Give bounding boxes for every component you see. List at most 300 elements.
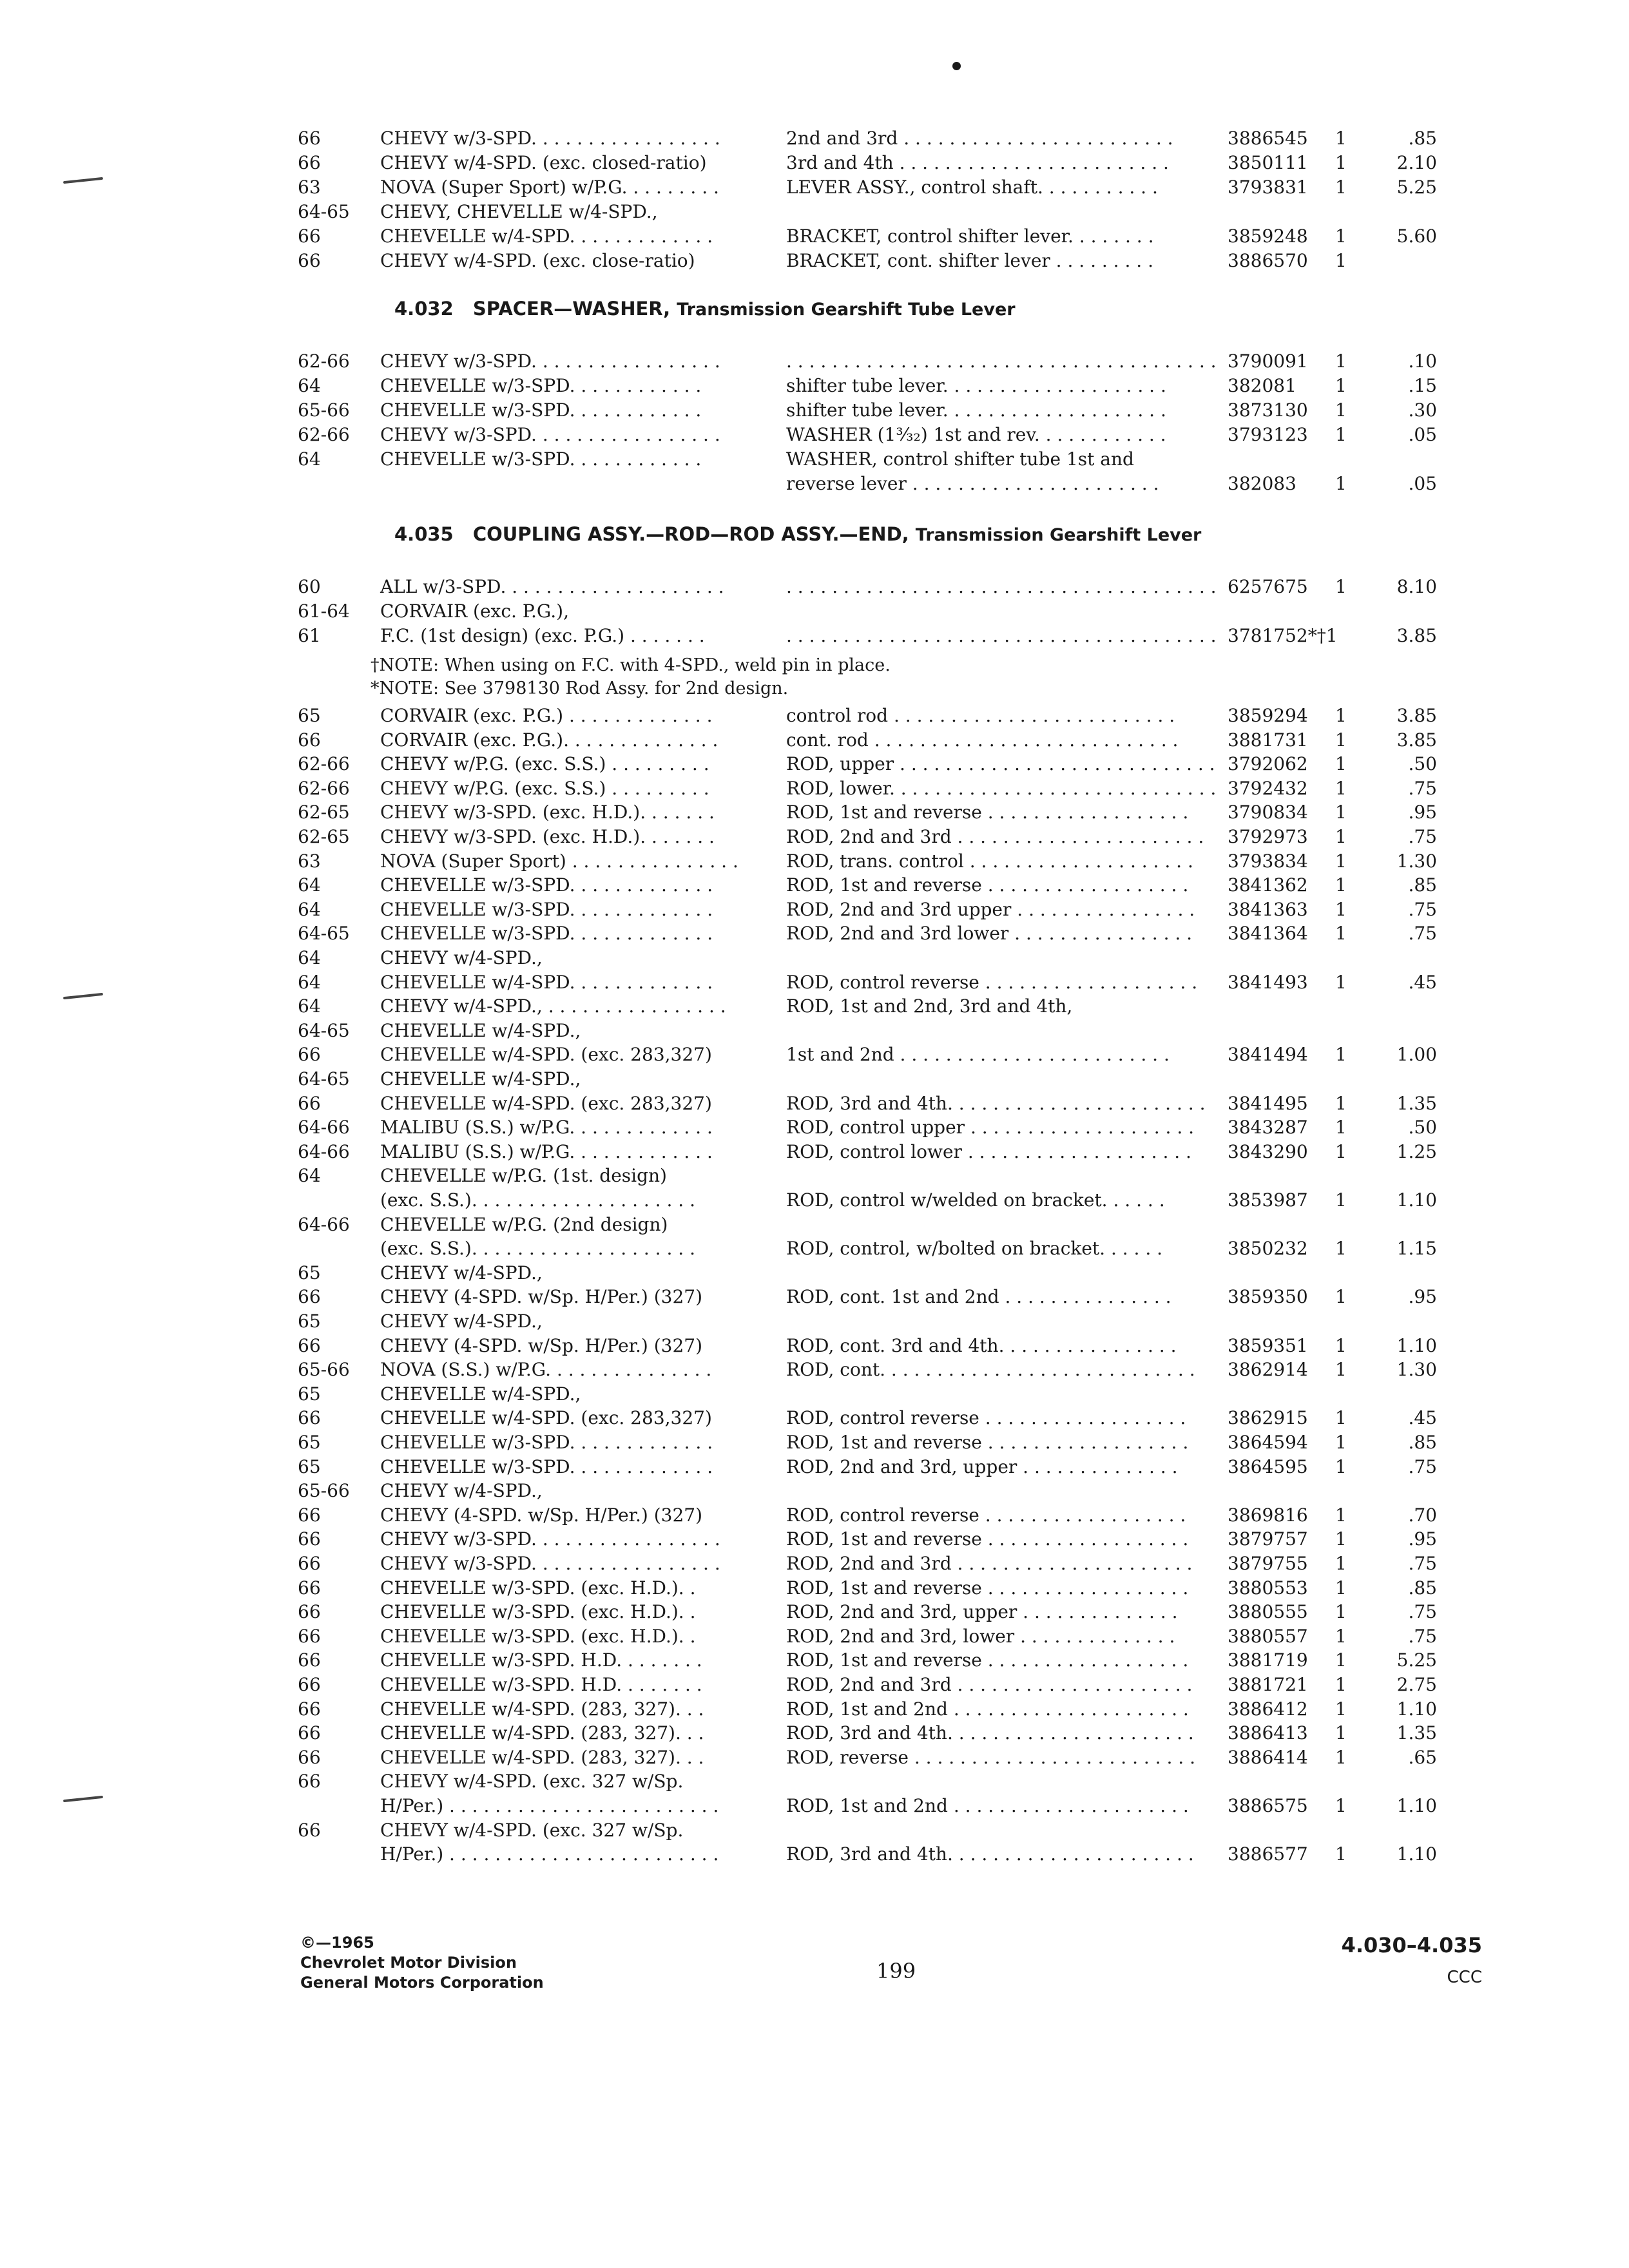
quantity: 1 [1335, 1140, 1347, 1162]
quantity: 1 [1335, 802, 1347, 823]
model-name: CHEVELLE w/4-SPD. (283, 327). . . [380, 1698, 704, 1720]
part-number: 3859351 [1228, 1334, 1308, 1356]
part-number: 3881719 [1228, 1649, 1308, 1671]
model-name: CHEVELLE w/3-SPD. . . . . . . . . . . . [380, 375, 702, 396]
list-price: .95 [1408, 802, 1437, 823]
model-name: (exc. S.S.). . . . . . . . . . . . . . . . . . . . [380, 1189, 695, 1211]
model-year: 66 [298, 1334, 321, 1356]
quantity: 1 [1335, 351, 1347, 372]
section-number: 4.035 [394, 523, 454, 545]
model-year: 62-66 [298, 777, 350, 799]
parts-row [0, 1067, 1629, 1091]
parts-row [0, 1115, 1629, 1140]
quantity: 1 [1335, 1238, 1347, 1260]
part-number: 3790091 [1228, 351, 1308, 372]
quantity: 1 [1335, 152, 1347, 173]
part-description: ROD, control w/welded on bracket. . . . . . [786, 1189, 1165, 1211]
model-year: 64 [298, 375, 321, 396]
part-description: ROD, 2nd and 3rd upper . . . . . . . . . . . . . . . . [786, 898, 1195, 920]
list-price: .70 [1408, 1504, 1437, 1526]
quantity: 1 [1335, 1092, 1347, 1114]
parts-row [0, 398, 1629, 423]
parts-row [0, 1673, 1629, 1697]
model-name: CHEVY w/4-SPD., [380, 1480, 543, 1502]
parts-row [0, 249, 1629, 273]
model-year: 65 [298, 1311, 321, 1332]
quantity: 1 [1335, 1795, 1347, 1816]
model-name: CHEVELLE w/3-SPD. . . . . . . . . . . . [380, 399, 702, 421]
model-year: 66 [298, 226, 321, 247]
list-price: 2.10 [1396, 152, 1437, 173]
parts-row [0, 1164, 1629, 1188]
list-price: 1.30 [1396, 1359, 1437, 1381]
parts-row [0, 849, 1629, 874]
parts-row [0, 1624, 1629, 1649]
quantity: 1 [1335, 729, 1347, 751]
part-description: ROD, lower. . . . . . . . . . . . . . . . . . . . . . . . . . . . . [786, 777, 1217, 799]
model-name: CHEVELLE w/3-SPD. (exc. H.D.). . [380, 1601, 696, 1623]
quantity: 1 [1335, 399, 1347, 421]
quantity: 1 [1335, 1456, 1347, 1477]
part-number: 3793123 [1228, 424, 1308, 445]
quantity: 1 [1335, 177, 1347, 198]
list-price: .85 [1408, 1432, 1437, 1453]
list-price: 2.75 [1396, 1674, 1437, 1695]
section-title: COUPLING ASSY.—ROD—ROD ASSY.—END, [472, 523, 909, 545]
list-price: .75 [1408, 1456, 1437, 1477]
model-name: CHEVELLE w/4-SPD. (283, 327). . . [380, 1722, 704, 1744]
quantity: 1 [1335, 473, 1347, 494]
list-price: .05 [1408, 424, 1437, 445]
list-price: 1.35 [1396, 1722, 1437, 1744]
model-year: 64-65 [298, 1019, 350, 1041]
model-year: 66 [298, 1553, 321, 1574]
model-name: CHEVY w/3-SPD. . . . . . . . . . . . . . . . . [380, 1528, 720, 1550]
part-description: ROD, 1st and 2nd, 3rd and 4th, [786, 995, 1073, 1017]
parts-row [0, 423, 1629, 447]
model-name: CHEVY w/4-SPD. (exc. 327 w/Sp. [380, 1819, 684, 1841]
model-year: 65 [298, 1262, 321, 1283]
model-year: 62-66 [298, 753, 350, 775]
list-price: .50 [1408, 1117, 1437, 1139]
model-name: CHEVELLE w/3-SPD. . . . . . . . . . . . . [380, 923, 713, 945]
quantity: 1 [1335, 753, 1347, 775]
model-year: 66 [298, 1577, 321, 1599]
model-name: H/Per.) . . . . . . . . . . . . . . . . . . . . . . . . [380, 1843, 719, 1865]
section-subtitle: Transmission Gearshift Lever [915, 525, 1202, 545]
model-name: CHEVY w/4-SPD. (exc. closed-ratio) [380, 152, 707, 173]
part-number: 3781752*†1 [1228, 625, 1338, 646]
model-name: CHEVY w/3-SPD. . . . . . . . . . . . . . . . . [380, 1553, 720, 1574]
part-description: ROD, trans. control . . . . . . . . . . . . . . . . . . . . [786, 850, 1193, 872]
model-year: 65 [298, 705, 321, 726]
model-year: 66 [298, 1771, 321, 1792]
model-name: NOVA (Super Sport) w/P.G. . . . . . . . . [380, 177, 719, 198]
part-number: 3886570 [1228, 250, 1308, 271]
parts-row [0, 1697, 1629, 1722]
part-description: ROD, 2nd and 3rd, upper . . . . . . . . . . . . . . [786, 1601, 1178, 1623]
quantity: 1 [1335, 1432, 1347, 1453]
quantity: 1 [1335, 1334, 1347, 1356]
list-price: 1.00 [1396, 1044, 1437, 1066]
quantity: 1 [1335, 705, 1347, 726]
model-year: 66 [298, 250, 321, 271]
part-description: BRACKET, control shifter lever. . . . . . . . [786, 226, 1154, 247]
quantity: 1 [1335, 923, 1347, 945]
model-year: 62-65 [298, 802, 350, 823]
model-name: CHEVY w/3-SPD. . . . . . . . . . . . . . . . . [380, 128, 720, 149]
part-number: 6257675 [1228, 576, 1308, 597]
quantity: 1 [1335, 1722, 1347, 1744]
quantity: 1 [1335, 1553, 1347, 1574]
model-name: MALIBU (S.S.) w/P.G. . . . . . . . . . . . . [380, 1140, 713, 1162]
list-price: 5.25 [1396, 1649, 1437, 1671]
section-subtitle: Transmission Gearshift Tube Lever [677, 300, 1016, 320]
part-number: 3879755 [1228, 1553, 1308, 1574]
model-year: 66 [298, 1698, 321, 1720]
part-description: ROD, upper . . . . . . . . . . . . . . . . . . . . . . . . . . . . [786, 753, 1215, 775]
part-number: 3886414 [1228, 1746, 1308, 1768]
list-price: .95 [1408, 1528, 1437, 1550]
parts-row [0, 151, 1629, 175]
model-name: CHEVY w/4-SPD., [380, 1262, 543, 1283]
part-number: 3881731 [1228, 729, 1308, 751]
model-year: 64-65 [298, 923, 350, 945]
part-number: 3862914 [1228, 1359, 1308, 1381]
quantity: 1 [1335, 1601, 1347, 1623]
part-number: 3869816 [1228, 1504, 1308, 1526]
model-name: ALL w/3-SPD. . . . . . . . . . . . . . . . . . . . [380, 576, 724, 597]
part-description: ROD, control reverse . . . . . . . . . . . . . . . . . . . [786, 971, 1198, 993]
model-name: CHEVY w/3-SPD. . . . . . . . . . . . . . . . . [380, 351, 720, 372]
parts-row [0, 921, 1629, 946]
parts-row [0, 447, 1629, 472]
model-name: CHEVELLE w/4-SPD. (exc. 283,327) [380, 1407, 712, 1429]
part-description: ROD, cont. . . . . . . . . . . . . . . . . . . . . . . . . . . . [786, 1359, 1195, 1381]
parts-row [0, 898, 1629, 922]
model-year: 62-66 [298, 351, 350, 372]
parts-row [0, 374, 1629, 398]
model-name: CHEVELLE w/3-SPD. H.D. . . . . . . . [380, 1674, 702, 1695]
part-description: ROD, 1st and reverse . . . . . . . . . . . . . . . . . . [786, 802, 1189, 823]
model-year: 64 [298, 995, 321, 1017]
model-name: CHEVY w/3-SPD. . . . . . . . . . . . . . . . . [380, 424, 720, 445]
model-year: 66 [298, 1674, 321, 1695]
parts-row [0, 575, 1629, 599]
part-number: 3886545 [1228, 128, 1308, 149]
quantity: 1 [1335, 250, 1347, 271]
parts-row [0, 126, 1629, 151]
list-price: 1.35 [1396, 1092, 1437, 1114]
model-year: 66 [298, 1286, 321, 1308]
model-year: 64 [298, 874, 321, 896]
list-price: 5.25 [1396, 177, 1437, 198]
part-number: 3859350 [1228, 1286, 1308, 1308]
corporation-text: General Motors Corporation [300, 1974, 544, 1992]
model-year: 64-66 [298, 1117, 350, 1139]
model-name: CHEVY w/4-SPD., [380, 1311, 543, 1332]
parts-row [0, 349, 1629, 374]
model-name: CHEVELLE w/3-SPD. . . . . . . . . . . . [380, 448, 702, 470]
model-name: CORVAIR (exc. P.G.). . . . . . . . . . . . . . [380, 729, 718, 751]
part-number: 382081 [1228, 375, 1296, 396]
quantity: 1 [1335, 375, 1347, 396]
part-description: ROD, cont. 1st and 2nd . . . . . . . . . . . . . . . [786, 1286, 1171, 1308]
model-name: H/Per.) . . . . . . . . . . . . . . . . . . . . . . . . [380, 1795, 719, 1816]
part-number: 3793834 [1228, 850, 1308, 872]
division-text: Chevrolet Motor Division [300, 1954, 517, 1972]
parts-row [0, 1382, 1629, 1407]
model-year: 66 [298, 1504, 321, 1526]
model-name: CHEVELLE w/3-SPD. (exc. H.D.). . [380, 1577, 696, 1599]
parts-row [0, 752, 1629, 776]
parts-row [0, 873, 1629, 898]
model-name: CHEVY (4-SPD. w/Sp. H/Per.) (327) [380, 1504, 702, 1526]
part-description: BRACKET, cont. shifter lever . . . . . . . . . [786, 250, 1153, 271]
parts-row [0, 1721, 1629, 1745]
model-name: CHEVY w/4-SPD. (exc. 327 w/Sp. [380, 1771, 684, 1792]
model-year: 65 [298, 1383, 321, 1405]
parts-row [0, 1455, 1629, 1479]
parts-row [0, 224, 1629, 249]
list-price: .95 [1408, 1286, 1437, 1308]
parts-row [0, 1213, 1629, 1237]
list-price: .75 [1408, 923, 1437, 945]
parts-row [0, 472, 1629, 496]
quantity: 1 [1335, 971, 1347, 993]
list-price: 5.60 [1396, 226, 1437, 247]
part-number: 3864594 [1228, 1432, 1308, 1453]
part-description: ROD, 2nd and 3rd lower . . . . . . . . . . . . . . . . [786, 923, 1193, 945]
list-price: 1.25 [1396, 1140, 1437, 1162]
part-description: ROD, 3rd and 4th. . . . . . . . . . . . . . . . . . . . . . [786, 1843, 1194, 1865]
list-price: .65 [1408, 1746, 1437, 1768]
part-description: reverse lever . . . . . . . . . . . . . . . . . . . . . . [786, 473, 1159, 494]
parts-row [0, 1745, 1629, 1770]
parts-row [0, 1430, 1629, 1455]
part-number: 3841363 [1228, 898, 1308, 920]
model-name: CHEVY w/3-SPD. (exc. H.D.). . . . . . . [380, 802, 715, 823]
parts-row [0, 1527, 1629, 1552]
quantity: 1 [1335, 576, 1347, 597]
model-name: CHEVY (4-SPD. w/Sp. H/Per.) (327) [380, 1286, 702, 1308]
part-number: 3880555 [1228, 1601, 1308, 1623]
part-description: ROD, 3rd and 4th. . . . . . . . . . . . . . . . . . . . . . . [786, 1092, 1206, 1114]
model-name: CHEVELLE w/4-SPD., [380, 1019, 581, 1041]
part-description: ROD, 1st and 2nd . . . . . . . . . . . . . . . . . . . . . [786, 1795, 1189, 1816]
parts-row [0, 1503, 1629, 1528]
part-description: ROD, 1st and reverse . . . . . . . . . . . . . . . . . . [786, 1649, 1189, 1671]
part-description: ROD, 3rd and 4th. . . . . . . . . . . . . . . . . . . . . . [786, 1722, 1194, 1744]
part-number: 382083 [1228, 473, 1296, 494]
list-price: .85 [1408, 874, 1437, 896]
page-dot-mark [952, 62, 961, 70]
parts-row [0, 776, 1629, 801]
part-description: control rod . . . . . . . . . . . . . . . . . . . . . . . . . [786, 705, 1175, 726]
model-name: MALIBU (S.S.) w/P.G. . . . . . . . . . . . . [380, 1117, 713, 1139]
section-title: SPACER—WASHER, [472, 298, 671, 320]
model-year: 65 [298, 1456, 321, 1477]
list-price: .45 [1408, 971, 1437, 993]
model-year: 66 [298, 1407, 321, 1429]
quantity: 1 [1335, 874, 1347, 896]
part-number: 3886577 [1228, 1843, 1308, 1865]
part-description: . . . . . . . . . . . . . . . . . . . . . . . . . . . . . . . . . . . . . . [786, 576, 1217, 597]
model-year: 65-66 [298, 1359, 350, 1381]
model-year: 64 [298, 1165, 321, 1187]
part-number: 3880553 [1228, 1577, 1308, 1599]
model-year: 64 [298, 947, 321, 968]
model-year: 66 [298, 1819, 321, 1841]
list-price: 3.85 [1396, 625, 1437, 646]
list-price: .75 [1408, 1625, 1437, 1647]
list-price: .45 [1408, 1407, 1437, 1429]
model-year: 65 [298, 1432, 321, 1453]
model-name: CHEVY w/P.G. (exc. S.S.) . . . . . . . . . [380, 777, 709, 799]
quantity: 1 [1335, 1189, 1347, 1211]
model-name: CHEVY w/4-SPD., . . . . . . . . . . . . . . . . [380, 995, 726, 1017]
part-description: ROD, control upper . . . . . . . . . . . . . . . . . . . . [786, 1117, 1195, 1139]
part-number: 3859294 [1228, 705, 1308, 726]
part-description: ROD, reverse . . . . . . . . . . . . . . . . . . . . . . . . . [786, 1746, 1195, 1768]
model-year: 66 [298, 1625, 321, 1647]
list-price: .30 [1408, 399, 1437, 421]
part-description: ROD, 2nd and 3rd . . . . . . . . . . . . . . . . . . . . . [786, 1553, 1193, 1574]
part-number: 3879757 [1228, 1528, 1308, 1550]
part-description: ROD, 2nd and 3rd, lower . . . . . . . . . . . . . . [786, 1625, 1175, 1647]
model-name: CHEVELLE w/4-SPD., [380, 1068, 581, 1090]
list-price: .75 [1408, 777, 1437, 799]
page-number: 199 [876, 1959, 916, 1983]
part-number: 3886575 [1228, 1795, 1308, 1816]
list-price: 1.10 [1396, 1843, 1437, 1865]
part-number: 3850232 [1228, 1238, 1308, 1260]
part-number: 3886413 [1228, 1722, 1308, 1744]
parts-row [0, 970, 1629, 995]
part-description: WASHER (1³⁄₃₂) 1st and rev. . . . . . . . . . . . [786, 424, 1166, 445]
list-price: .15 [1408, 375, 1437, 396]
model-year: 64-65 [298, 1068, 350, 1090]
model-name: NOVA (Super Sport) . . . . . . . . . . . . . . . [380, 850, 738, 872]
parts-row [0, 1479, 1629, 1503]
parts-row [0, 946, 1629, 970]
quantity: 1 [1335, 1625, 1347, 1647]
catalog-code: CCC [1447, 1968, 1482, 1987]
quantity: 1 [1335, 898, 1347, 920]
model-year: 66 [298, 128, 321, 149]
part-description: ROD, 1st and reverse . . . . . . . . . . . . . . . . . . [786, 1432, 1189, 1453]
parts-row [0, 1019, 1629, 1043]
parts-row [0, 825, 1629, 849]
parts-row [0, 1043, 1629, 1067]
note-line: †NOTE: When using on F.C. with 4-SPD., weld pin in place. [371, 655, 891, 675]
part-number: 3793831 [1228, 177, 1308, 198]
section-range: 4.030–4.035 [1341, 1933, 1482, 1957]
list-price: .85 [1408, 1577, 1437, 1599]
list-price: 1.10 [1396, 1698, 1437, 1720]
part-number: 3792062 [1228, 753, 1308, 775]
model-name: CHEVELLE w/3-SPD. . . . . . . . . . . . . [380, 1456, 713, 1477]
model-year: 66 [298, 1044, 321, 1066]
quantity: 1 [1335, 1698, 1347, 1720]
quantity: 1 [1335, 826, 1347, 847]
part-number: 3880557 [1228, 1625, 1308, 1647]
part-description: LEVER ASSY., control shaft. . . . . . . . . . . [786, 177, 1158, 198]
part-description: . . . . . . . . . . . . . . . . . . . . . . . . . . . . . . . . . . . . . . [786, 625, 1217, 646]
model-year: 66 [298, 729, 321, 751]
parts-row [0, 1309, 1629, 1334]
list-price: .50 [1408, 753, 1437, 775]
model-year: 65-66 [298, 1480, 350, 1502]
list-price: 1.10 [1396, 1334, 1437, 1356]
model-year: 64-65 [298, 201, 350, 222]
part-number: 3862915 [1228, 1407, 1308, 1429]
model-year: 64-66 [298, 1140, 350, 1162]
part-number: 3841364 [1228, 923, 1308, 945]
quantity: 1 [1335, 424, 1347, 445]
model-year: 64 [298, 898, 321, 920]
model-name: CHEVY w/P.G. (exc. S.S.) . . . . . . . . . [380, 753, 709, 775]
parts-row [0, 1261, 1629, 1285]
model-name: NOVA (S.S.) w/P.G. . . . . . . . . . . . . . . [380, 1359, 712, 1381]
part-description: ROD, 1st and 2nd . . . . . . . . . . . . . . . . . . . . . [786, 1698, 1189, 1720]
section-number: 4.032 [394, 298, 454, 320]
quantity: 1 [1335, 1044, 1347, 1066]
list-price: .75 [1408, 1553, 1437, 1574]
model-year: 64 [298, 448, 321, 470]
footer-publisher [300, 1933, 544, 1993]
model-name: CHEVELLE w/4-SPD. (exc. 283,327) [380, 1092, 712, 1114]
part-description: cont. rod . . . . . . . . . . . . . . . . . . . . . . . . . . . [786, 729, 1179, 751]
model-name: CHEVY w/3-SPD. (exc. H.D.). . . . . . . [380, 826, 715, 847]
model-year: 62-65 [298, 826, 350, 847]
model-year: 65-66 [298, 399, 350, 421]
model-name: CHEVY w/4-SPD. (exc. close-ratio) [380, 250, 695, 271]
parts-row [0, 1358, 1629, 1382]
part-number: 3853987 [1228, 1189, 1308, 1211]
parts-row [0, 200, 1629, 224]
quantity: 1 [1335, 1528, 1347, 1550]
parts-row [0, 728, 1629, 753]
quantity: 1 [1335, 777, 1347, 799]
part-description: shifter tube lever. . . . . . . . . . . . . . . . . . . . [786, 375, 1166, 396]
quantity: 1 [1335, 1407, 1347, 1429]
quantity: 1 [1335, 1359, 1347, 1381]
part-description: shifter tube lever. . . . . . . . . . . . . . . . . . . . [786, 399, 1166, 421]
list-price: 1.10 [1396, 1795, 1437, 1816]
model-name: CHEVELLE w/4-SPD., [380, 1383, 581, 1405]
list-price: 1.30 [1396, 850, 1437, 872]
model-name: CHEVY (4-SPD. w/Sp. H/Per.) (327) [380, 1334, 702, 1356]
part-number: 3841362 [1228, 874, 1308, 896]
part-number: 3843287 [1228, 1117, 1308, 1139]
part-description: ROD, 1st and reverse . . . . . . . . . . . . . . . . . . [786, 874, 1189, 896]
part-number: 3864595 [1228, 1456, 1308, 1477]
parts-row [0, 1334, 1629, 1358]
part-description: ROD, control reverse . . . . . . . . . . . . . . . . . . [786, 1407, 1186, 1429]
quantity: 1 [1335, 1286, 1347, 1308]
list-price: .75 [1408, 1601, 1437, 1623]
model-name: CHEVELLE w/4-SPD. (exc. 283,327) [380, 1044, 712, 1066]
parts-row [0, 1818, 1629, 1843]
part-description: ROD, control lower . . . . . . . . . . . . . . . . . . . . [786, 1140, 1191, 1162]
model-year: 64-66 [298, 1213, 350, 1235]
parts-row [0, 1236, 1629, 1261]
part-description: 3rd and 4th . . . . . . . . . . . . . . . . . . . . . . . . [786, 152, 1169, 173]
parts-row [0, 994, 1629, 1019]
part-description: ROD, 2nd and 3rd, upper . . . . . . . . . . . . . . [786, 1456, 1178, 1477]
model-year: 63 [298, 850, 321, 872]
